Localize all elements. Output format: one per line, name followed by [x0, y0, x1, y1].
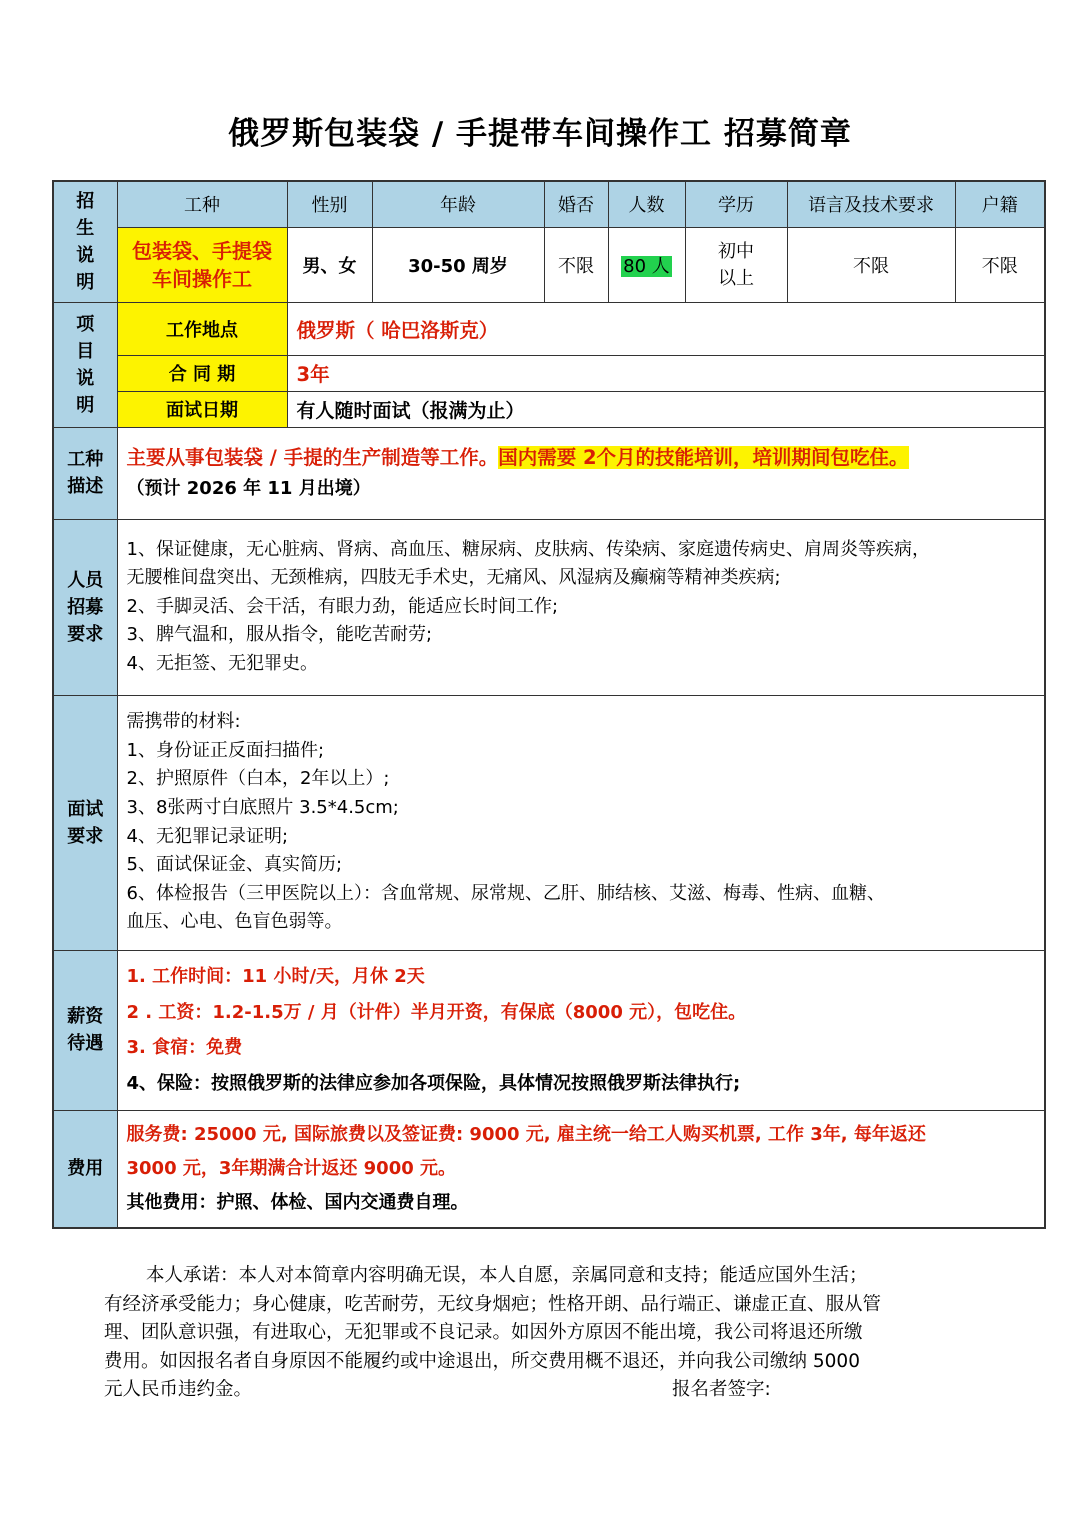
- interview-line: 5、面试保证金、真实简历;: [126, 854, 343, 876]
- job-desc-note: （预计 2026 年 11 月出境）: [126, 477, 371, 499]
- salary-insurance: 4、保险：按照俄罗斯的法律应参加各项保险，具体情况按照俄罗斯法律执行;: [126, 1072, 741, 1094]
- fees-refund: 3000 元，3年期满合计返还 9000 元。: [126, 1157, 457, 1179]
- pledge-line: 费用。如因报名者自身原因不能履约或中途退出，所交费用概不退还，并向我公司缴纳 5000: [104, 1350, 860, 1372]
- header-count: 人数: [608, 181, 685, 227]
- section-interview-label: 面试 要求: [53, 695, 117, 950]
- fees-other: 其他费用：护照、体检、国内交通费自理。: [126, 1191, 469, 1213]
- value-gender: 男、女: [287, 227, 372, 302]
- job-desc-training: 国内需要 2个月的技能培训，培训期间包吃住。: [498, 445, 909, 469]
- salary-content: [117, 950, 1045, 1110]
- header-education: 学历: [685, 181, 787, 227]
- value-job-type: 包装袋、手提袋 车间操作工: [117, 227, 287, 302]
- section-project-label: 项 目 说 明: [53, 302, 117, 427]
- requirement-line: 4、无拒签、无犯罪史。: [126, 652, 318, 674]
- section-job-desc-label: 工种 描述: [53, 427, 117, 519]
- pledge-text: [104, 1262, 1004, 1405]
- header-language: 语言及技术要求: [787, 181, 955, 227]
- interview-line: 3、8张两寸白底照片 3.5*4.5cm;: [126, 796, 399, 818]
- signature-label: 报名者签字:: [672, 1379, 771, 1400]
- requirements-content: [117, 519, 1045, 695]
- salary-hours: 1. 工作时间：11 小时/天，月休 2天: [126, 966, 425, 987]
- value-language: 不限: [787, 227, 955, 302]
- job-desc-content: [117, 427, 1045, 519]
- interview-line: 需携带的材料:: [126, 711, 241, 733]
- salary-board: 3. 食宿：免费: [126, 1037, 243, 1058]
- pledge-line: 本人承诺：本人对本简章内容明确无误，本人自愿，亲属同意和支持；能适应国外生活；: [146, 1265, 868, 1286]
- header-job-type: 工种: [117, 181, 287, 227]
- section-salary-label: 薪资 待遇: [53, 950, 117, 1110]
- contract-label: 合 同 期: [117, 355, 287, 391]
- location-value: 俄罗斯（ 哈巴洛斯克）: [287, 302, 1045, 355]
- interview-line: 6、体检报告（三甲医院以上）：含血常规、尿常规、乙肝、肺结核、艾滋、梅毒、性病、血糖、: [126, 882, 885, 904]
- interview-line: 4、无犯罪记录证明;: [126, 825, 289, 847]
- requirement-line: 3、脾气温和，服从指令，能吃苦耐劳;: [126, 624, 433, 646]
- interview-line: 1、身份证正反面扫描件;: [126, 739, 325, 761]
- value-marital: 不限: [544, 227, 608, 302]
- interview-content: [117, 695, 1045, 950]
- contract-value: 3年: [287, 355, 1045, 391]
- header-age: 年龄: [372, 181, 544, 227]
- requirement-line: 2、手脚灵活、会干活，有眼力劲，能适应长时间工作;: [126, 595, 559, 617]
- fees-content: [117, 1110, 1045, 1228]
- section-fees-label: 费用: [53, 1110, 117, 1228]
- value-education: 初中 以上: [685, 227, 787, 302]
- requirement-line: 无腰椎间盘突出、无颈椎病，四肢无手术史，无痛风、风湿病及癫痫等精神类疾病;: [126, 567, 781, 589]
- pledge-line: 理、团队意识强，有进取心，无犯罪或不良记录。如因外方原因不能出境，我公司将退还所缴: [104, 1322, 863, 1343]
- interview-date-value: 有人随时面试（报满为止）: [287, 391, 1045, 427]
- interview-line: 2、护照原件（白本，2年以上）;: [126, 768, 390, 790]
- requirement-line: 1、保证健康，无心脏病、肾病、高血压、糖尿病、皮肤病、传染病、家庭遗传病史、肩周炎等疾病，: [126, 538, 930, 560]
- recruitment-table: [52, 180, 1046, 1229]
- value-hukou: 不限: [955, 227, 1045, 302]
- page-title: 俄罗斯包装袋 / 手提带车间操作工 招募简章: [228, 116, 852, 152]
- section-requirements-label: 人员 招募 要求: [53, 519, 117, 695]
- section-recruit-label: 招 生 说 明: [53, 181, 117, 302]
- header-marital: 婚否: [544, 181, 608, 227]
- value-age: 30-50 周岁: [372, 227, 544, 302]
- job-desc-main: 主要从事包装袋 / 手提的生产制造等工作。: [126, 445, 499, 469]
- location-label: 工作地点: [117, 302, 287, 355]
- header-gender: 性别: [287, 181, 372, 227]
- value-count: [608, 227, 685, 302]
- header-hukou: 户籍: [955, 181, 1045, 227]
- pledge-line: 元人民币违约金。: [104, 1379, 253, 1400]
- pledge-line: 有经济承受能力；身心健康，吃苦耐劳，无纹身烟疤；性格开朗、品行端正、谦虚正直、服从管: [104, 1293, 882, 1315]
- count-highlight: 80 人: [623, 255, 670, 277]
- fees-service: 服务费: 25000 元, 国际旅费以及签证费: 9000 元, 雇主统一给工人购买机票, 工作 3年, 每年返还: [126, 1123, 926, 1145]
- salary-wage: 2 . 工资：1.2-1.5万 / 月（计件）半月开资，有保底（8000 元），包吃住。: [126, 1001, 747, 1023]
- interview-line: 血压、心电、色盲色弱等。: [126, 911, 343, 933]
- interview-date-label: 面试日期: [117, 391, 287, 427]
